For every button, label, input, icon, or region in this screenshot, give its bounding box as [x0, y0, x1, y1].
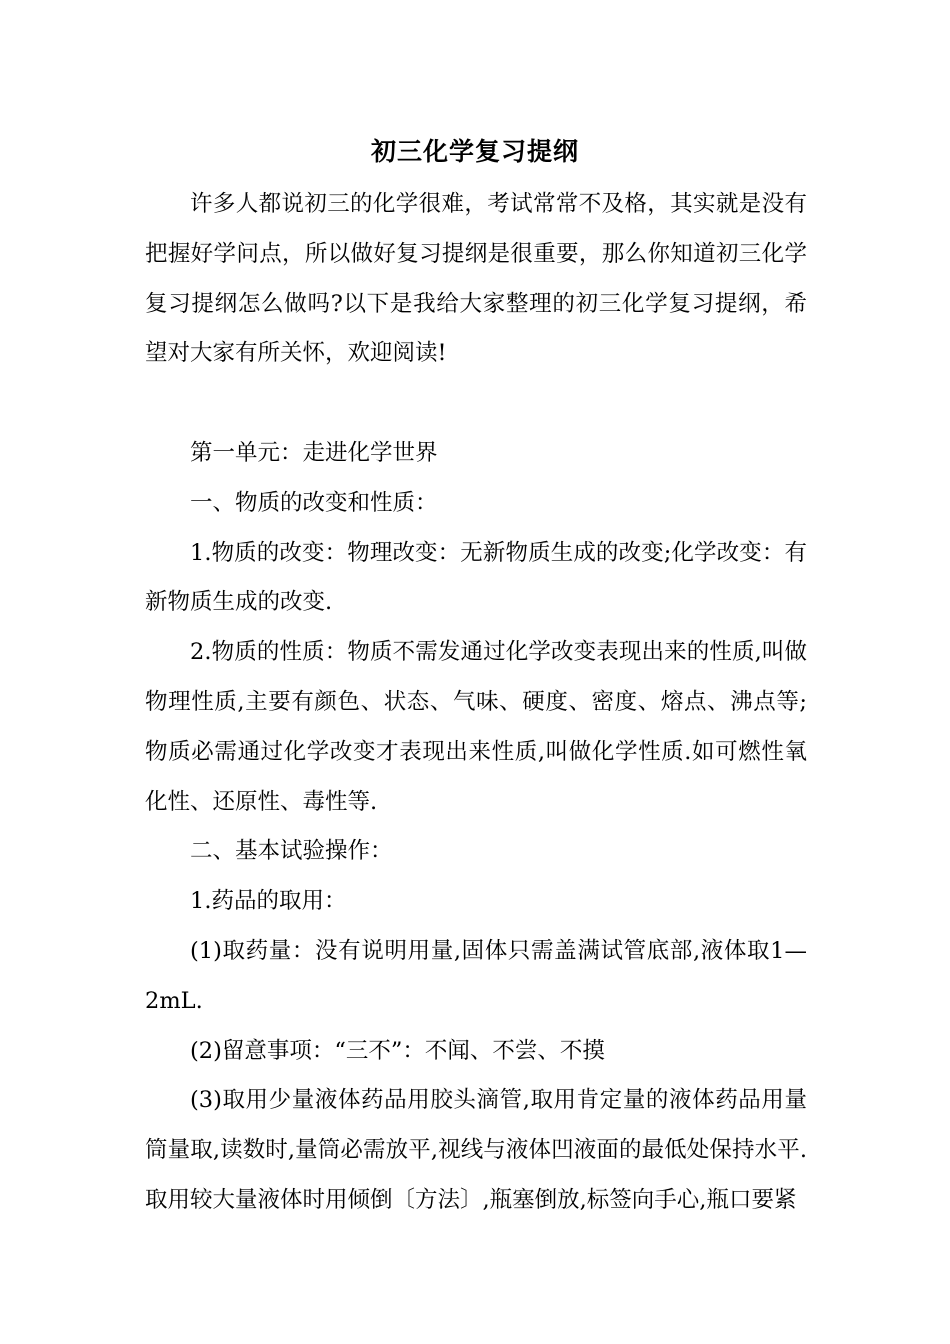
document-title: 初三化学复习提纲 [370, 137, 579, 166]
body-paragraph: 1.物质的改变：物理改变：无新物质生成的改变;化学改变：有新物质生成的改变. [145, 539, 807, 616]
body-paragraph: (3)取用少量液体药品用胶头滴管,取用肯定量的液体药品用量筒量取,读数时,量筒必需放平,视线与液体凹液面的最低处保持水平.取用较大量液体时用倾倒〔方法〕,瓶塞倒放,标签向手心,瓶口要紧 [145, 1087, 807, 1213]
body-paragraph: 2.物质的性质：物质不需发通过化学改变表现出来的性质,叫做物理性质,主要有颜色、状态、气味、硬度、密度、熔点、沸点等;物质必需通过化学改变才表现出来性质,叫做化学性质.如可燃性氧化性、还原性、毒性等. [145, 639, 807, 815]
subsection-heading: 1.药品的取用： [190, 888, 347, 915]
body-paragraph: (2)留意事项：“三不”：不闻、不尝、不摸 [190, 1037, 605, 1064]
section-heading: 二、基本试验操作： [190, 838, 393, 865]
unit-heading: 第一单元：走进化学世界 [190, 439, 438, 466]
body-paragraph: (1)取药量：没有说明用量,固体只需盖满试管底部,液体取1—2mL. [145, 937, 807, 1014]
section-heading: 一、物质的改变和性质： [190, 489, 438, 516]
document-body [145, 180, 807, 1226]
intro-paragraph: 许多人都说初三的化学很难，考试常常不及格，其实就是没有把握好学问点，所以做好复习提纲是很重要，那么你知道初三化学复习提纲怎么做吗?以下是我给大家整理的初三化学复习提纲，希望对大家有所关怀，欢迎阅读! [145, 191, 807, 367]
